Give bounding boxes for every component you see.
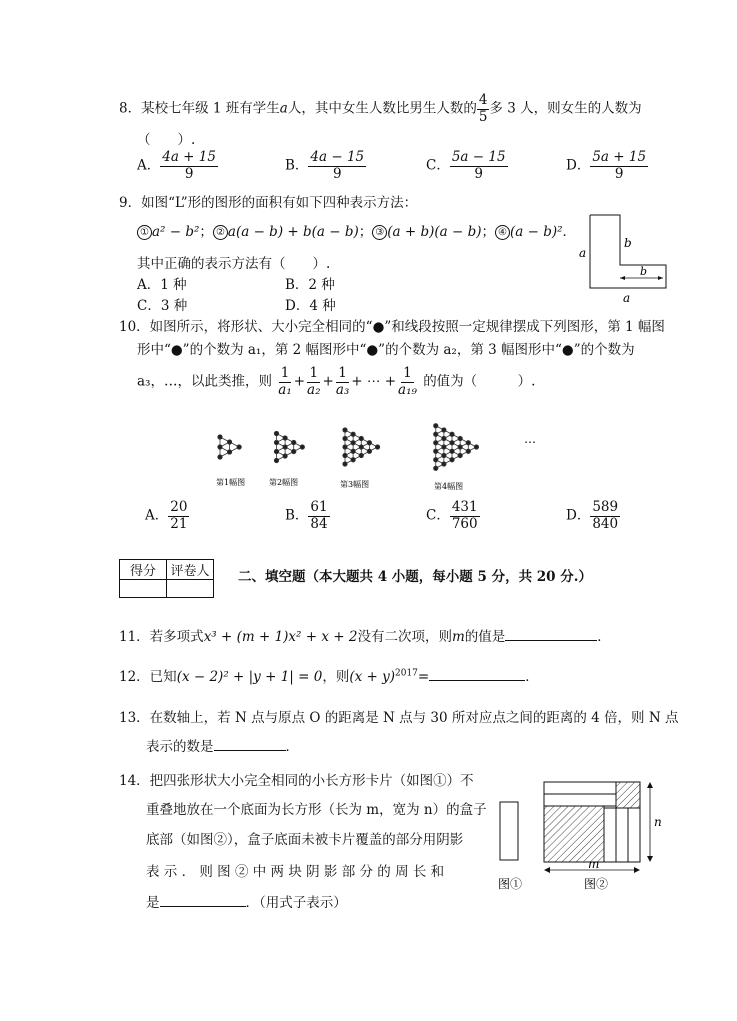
figure-dot [466,441,470,445]
figure-dot [359,445,363,449]
fig-caption-3: 第3幅图 [340,480,370,489]
q8-option-b[interactable]: B． $\frac{4a - 15}{9}$ [285,149,365,182]
fig-caption-2: 第2幅图 [269,478,299,487]
q8-option-d[interactable]: D． $\frac{5a + 15}{9}$ [566,149,647,182]
figure-dot [434,458,438,462]
figure-dot [458,436,462,440]
figure-dot [351,458,355,462]
grader-cell[interactable] [167,580,214,598]
figure-dot [218,435,222,439]
q14-line1: 14．把四张形状大小完全相同的小长方形卡片（如图①）不 [119,773,474,789]
q8-fraction: $\frac{4}{5}$ [478,92,488,125]
figure-dot [458,453,462,457]
figure-dot [237,445,241,449]
l-shape-figure [570,210,680,310]
figure-dot [434,424,438,428]
figure-dot [283,454,287,458]
q10-sum-line: a₃，…，以此类推，则 $\frac{1}{\text{a₁}}$ + $\frac{1}{\text{a₂}}$ + $\frac{1}{\text{a₃}}$ + ⋯ + $\frac{1}{\text{a₁₉}}$ 的值为（ ）. [137,365,536,398]
shaded-region-bottom-left [544,806,604,862]
figure-dot [450,441,454,445]
figure-dot [300,445,304,449]
figure-dot [474,445,478,449]
figure-dot [227,440,231,444]
figure-dot [442,436,446,440]
svg-text:b: b [640,265,648,278]
q9-option-d[interactable]: D．4 种 [285,298,336,314]
score-table [119,559,214,598]
q9-methods: ① a² − b²； ② a(a − b) + b(a − b)； ③ (a + b)(a − b)； ④ (a − b)²． [137,220,576,240]
figure-dot [450,432,454,436]
figure-dot [375,445,379,449]
q14-line4: 表 示 ． 则 图 ② 中 两 块 阴 影 部 分 的 周 长 和 [146,864,445,880]
svg-text:a: a [579,246,587,260]
figure-dot [359,436,363,440]
q8-option-a[interactable]: A． $\frac{4a + 15}{9}$ [137,149,216,182]
figure-dot [434,441,438,445]
q11: 11．若多项式x³ + (m + 1)x² + x + 2没有二次项，则m的值是 ． [119,629,611,645]
figure-dot [283,445,287,449]
figure-dot [434,466,438,470]
q8-stem: 8．某校七年级 1 班有学生a人，其中女生人数比男生人数的 $\frac{4}{5}$ 多 3 人，则女生的人数为 [119,92,642,125]
grader-label: 评卷人 [167,560,214,580]
q10-option-a[interactable]: A． $\frac{20}{21}$ [145,499,188,532]
q9-stem: 9．如图“L”形的图形的面积有如下四种表示方法： [119,195,418,211]
q14-answer-blank[interactable] [160,906,246,907]
q11-answer-blank[interactable] [505,640,597,641]
fig1-caption: 图① [498,877,523,891]
figure-dot [359,453,363,457]
figure-dot [367,449,371,453]
figure-dot [458,445,462,449]
q8-option-c[interactable]: C． $\frac{5a - 15}{9}$ [426,149,506,182]
figure-dot [442,428,446,432]
q8-paren: （ ）. [137,132,196,148]
figure-dot [442,453,446,457]
figure-dot [434,432,438,436]
score-label: 得分 [120,560,167,580]
q14-line5: 是 ．（用式子表示） [146,895,347,911]
figure-dot [351,449,355,453]
figure-dot [450,458,454,462]
q9-option-a[interactable]: A．1 种 [137,277,187,293]
figure-dot [292,440,296,444]
q13-line2: 表示的数是 ． [146,739,299,755]
svg-text:a: a [623,291,631,305]
q9-option-c[interactable]: C．3 种 [137,298,188,314]
q10-option-c[interactable]: C． $\frac{431}{760}$ [426,499,478,532]
single-card [500,802,518,860]
figure-dot [450,449,454,453]
section-title: 二、填空题（本大题共 4 小题，每小题 5 分，共 20 分.） [238,569,592,585]
q10-option-d[interactable]: D． $\frac{589}{840}$ [566,499,619,532]
figure-dot [343,462,347,466]
q14-line3: 底部（如图②），盒子底面未被卡片覆盖的部分用阴影 [146,832,464,848]
card-box-figures [496,772,676,898]
q10-line2: 形中“●”的个数为 a₁，第 2 幅图形中“●”的个数为 a₂，第 3 幅图形中“●”的个数为 [137,342,635,358]
figure-dot [274,431,278,435]
n-label: n [654,815,662,829]
figure-dot [343,445,347,449]
shaded-region-top-right [616,782,640,808]
figure-dot [343,428,347,432]
figure-dot [274,458,278,462]
q12-answer-blank[interactable] [429,680,525,681]
figure-dot [218,455,222,459]
fig-caption-4: 第4幅图 [434,482,464,491]
dot-triangle-figures [212,415,552,493]
figure-dot [351,432,355,436]
q10-option-b[interactable]: B． $\frac{61}{84}$ [285,499,328,532]
figure-dot [351,441,355,445]
figure-dot [434,449,438,453]
figure-dot [274,440,278,444]
figure-dot [292,449,296,453]
q13-answer-blank[interactable] [214,750,286,751]
q13-line1: 13．在数轴上，若 N 点与原点 O 的距离是 N 点与 30 所对应点之间的距离的 4 倍，则 N 点 [119,710,679,726]
figure-dot [343,453,347,457]
figure-ellipsis: … [524,432,536,446]
q9-option-b[interactable]: B．2 种 [285,277,335,293]
figure-dot [227,450,231,454]
figure-dot [466,449,470,453]
figure-dot [442,445,446,449]
q12: 12．已知(x − 2)² + |y + 1| = 0，则$(x + y)^{2017}=$ ． [119,668,539,685]
figure-dot [343,436,347,440]
q9-question: 其中正确的表示方法有（ ）. [137,256,331,272]
q10-line1: 10．如图所示，将形状、大小完全相同的“●”和线段按照一定规律摆成下列图形，第 1 幅图 [119,319,665,335]
q14-line2: 重叠地放在一个底面为长方形（长为 m，宽为 n）的盒子 [146,802,487,818]
figure-dot [274,449,278,453]
fig2-caption: 图② [584,877,609,891]
fig-caption-1: 第1幅图 [216,478,246,487]
figure-dot [283,436,287,440]
figure-dot [442,462,446,466]
figure-dot [367,441,371,445]
m-label: m [588,857,600,871]
svg-text:b: b [624,236,632,250]
figure-dot [218,445,222,449]
score-cell[interactable] [120,580,167,598]
